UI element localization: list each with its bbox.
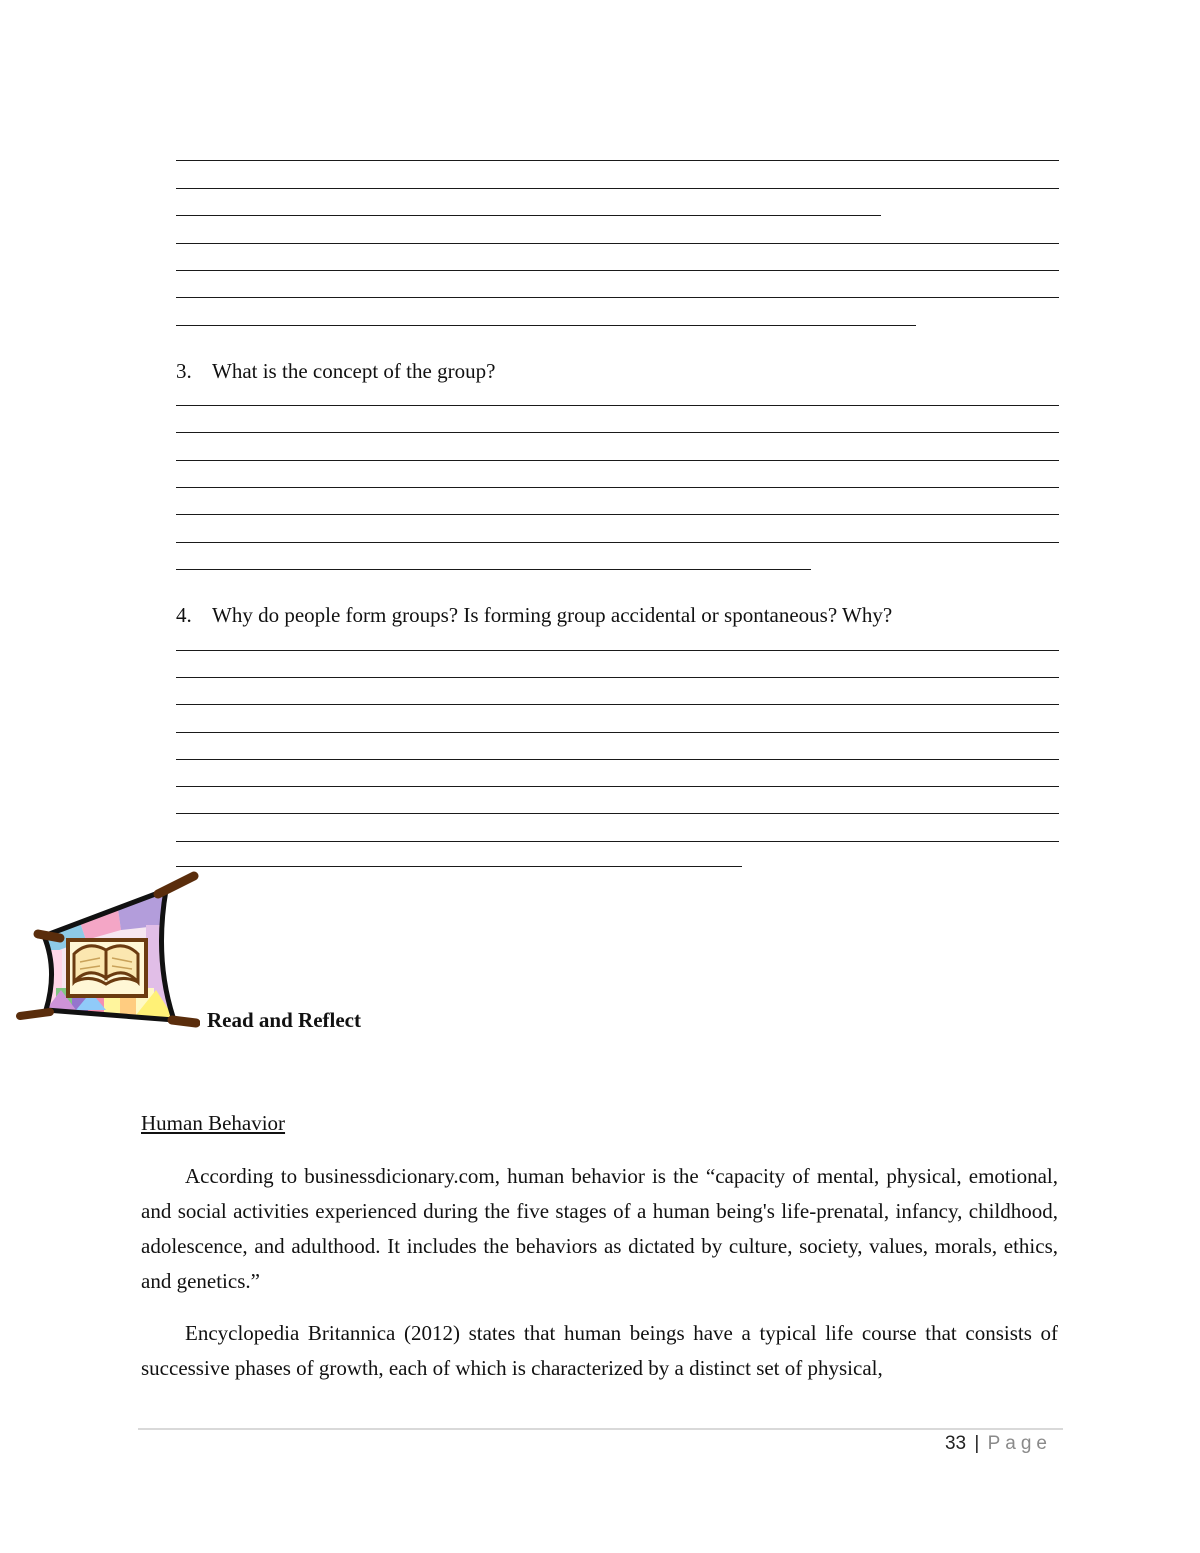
read-and-reflect-title: Read and Reflect xyxy=(207,1008,361,1032)
question-text: What is the concept of the group? xyxy=(212,359,496,383)
answer-line xyxy=(176,325,916,326)
section-heading: Human Behavior xyxy=(141,1111,286,1135)
answer-line xyxy=(176,542,1059,543)
page-label: Page xyxy=(987,1433,1052,1454)
page-number: 33 xyxy=(944,1433,967,1454)
answer-line xyxy=(176,405,1059,406)
answer-line xyxy=(176,786,1059,787)
answer-line xyxy=(176,243,1059,244)
footer-separator: | xyxy=(974,1433,980,1454)
question-number: 4. xyxy=(176,603,192,627)
answer-line xyxy=(176,704,1059,705)
answer-line xyxy=(176,270,1059,271)
answer-line xyxy=(176,813,1059,814)
answer-line xyxy=(176,487,1059,488)
answer-line xyxy=(176,677,1059,678)
footer-divider xyxy=(138,1428,1063,1430)
answer-line xyxy=(176,297,1059,298)
answer-line xyxy=(176,188,1059,189)
question-3 xyxy=(176,359,495,384)
answer-line xyxy=(176,432,1059,433)
answer-line xyxy=(176,759,1059,760)
answer-line xyxy=(176,866,742,867)
question-number: 3. xyxy=(176,359,192,383)
open-book-scroll-icon xyxy=(16,870,200,1038)
answer-line xyxy=(176,569,811,570)
answer-line xyxy=(176,841,1059,842)
question-text: Why do people form groups? Is forming group accidental or spontaneous? Why? xyxy=(212,603,893,627)
paragraph: According to businessdicionary.com, human behavior is the “capacity of mental, physical, emotional, and social activities experienced during the five stages of a human being's life-prenatal, infancy, childhood, adolescence, and adulthood. It includes the behaviors as dictated by culture, society, values, morals, ethics, and genetics.” xyxy=(141,1164,1058,1293)
answer-line xyxy=(176,460,1059,461)
answer-line xyxy=(176,732,1059,733)
page-footer xyxy=(945,1433,1052,1455)
question-4 xyxy=(176,603,892,628)
answer-line xyxy=(176,514,1059,515)
answer-line xyxy=(176,650,1059,651)
answer-line xyxy=(176,160,1059,161)
paragraph: Encyclopedia Britannica (2012) states that human beings have a typical life course that consists of successive phases of growth, each of which is characterized by a distinct set of physical, xyxy=(141,1321,1058,1380)
answer-line xyxy=(176,215,881,216)
